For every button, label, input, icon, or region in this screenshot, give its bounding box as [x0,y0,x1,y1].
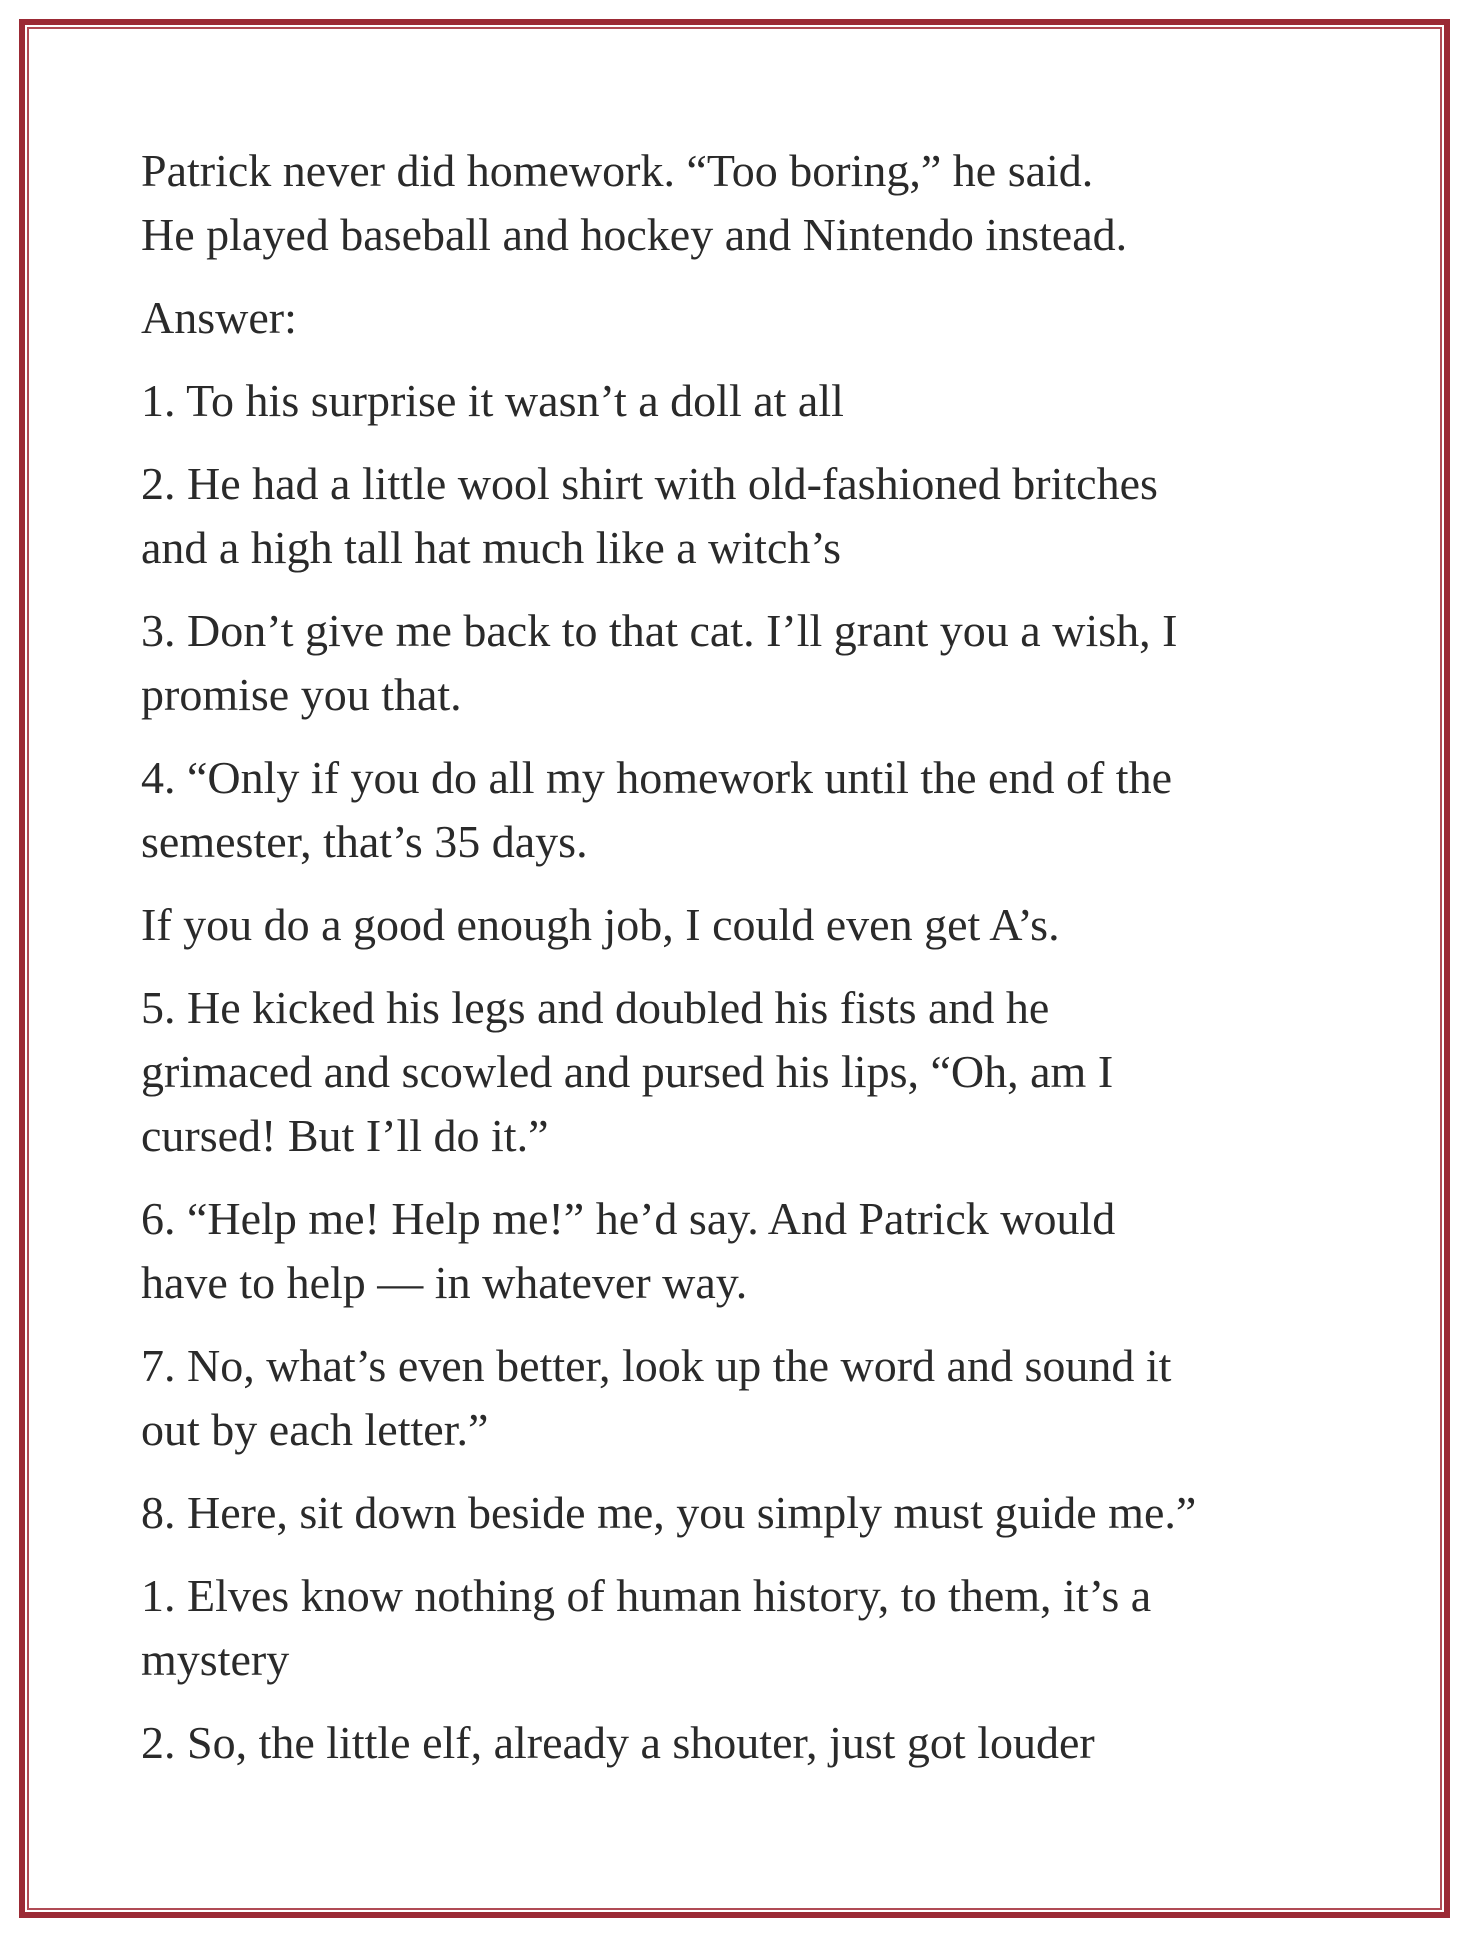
paragraph [141,1187,1349,1315]
paragraph [141,746,1349,874]
text-line: 1. To his surprise it wasn’t a doll at all [141,375,844,426]
text-line: semester, that’s 35 days. [141,816,588,867]
paragraph [141,1711,1349,1775]
paragraph [141,976,1349,1168]
text-line: grimaced and scowled and pursed his lips, “Oh, am I [141,1046,1114,1097]
text-line: He played baseball and hockey and Nintendo instead. [141,209,1128,260]
paragraph [141,1481,1349,1545]
paragraph [141,1564,1349,1692]
paragraph [141,369,1349,433]
text-line: 2. So, the little elf, already a shouter, just got louder [141,1717,1095,1768]
text-line: 3. Don’t give me back to that cat. I’ll grant you a wish, I [141,605,1178,656]
text-line: mystery [141,1634,290,1685]
text-line: 1. Elves know nothing of human history, to them, it’s a [141,1570,1152,1621]
text-line: Answer: [141,292,297,343]
paragraph [141,139,1349,267]
paragraph [141,452,1349,580]
text-line: If you do a good enough job, I could even get A’s. [141,899,1060,950]
text-line: 4. “Only if you do all my homework until the end of the [141,752,1172,803]
text-line: Patrick never did homework. “Too boring,” he said. [141,145,1094,196]
text-line: out by each letter.” [141,1404,489,1455]
text-line: 6. “Help me! Help me!” he’d say. And Patrick would [141,1193,1116,1244]
text-line: have to help — in whatever way. [141,1257,748,1308]
document-body [141,139,1349,1794]
paragraph [141,1334,1349,1462]
text-line: cursed! But I’ll do it.” [141,1110,549,1161]
paragraph [141,286,1349,350]
text-line: 2. He had a little wool shirt with old-fashioned britches [141,458,1158,509]
text-line: 5. He kicked his legs and doubled his fists and he [141,982,1050,1033]
text-line: 8. Here, sit down beside me, you simply must guide me.” [141,1487,1197,1538]
text-line: promise you that. [141,669,462,720]
paragraph [141,893,1349,957]
paragraph [141,599,1349,727]
text-line: and a high tall hat much like a witch’s [141,522,842,573]
text-line: 7. No, what’s even better, look up the word and sound it [141,1340,1172,1391]
